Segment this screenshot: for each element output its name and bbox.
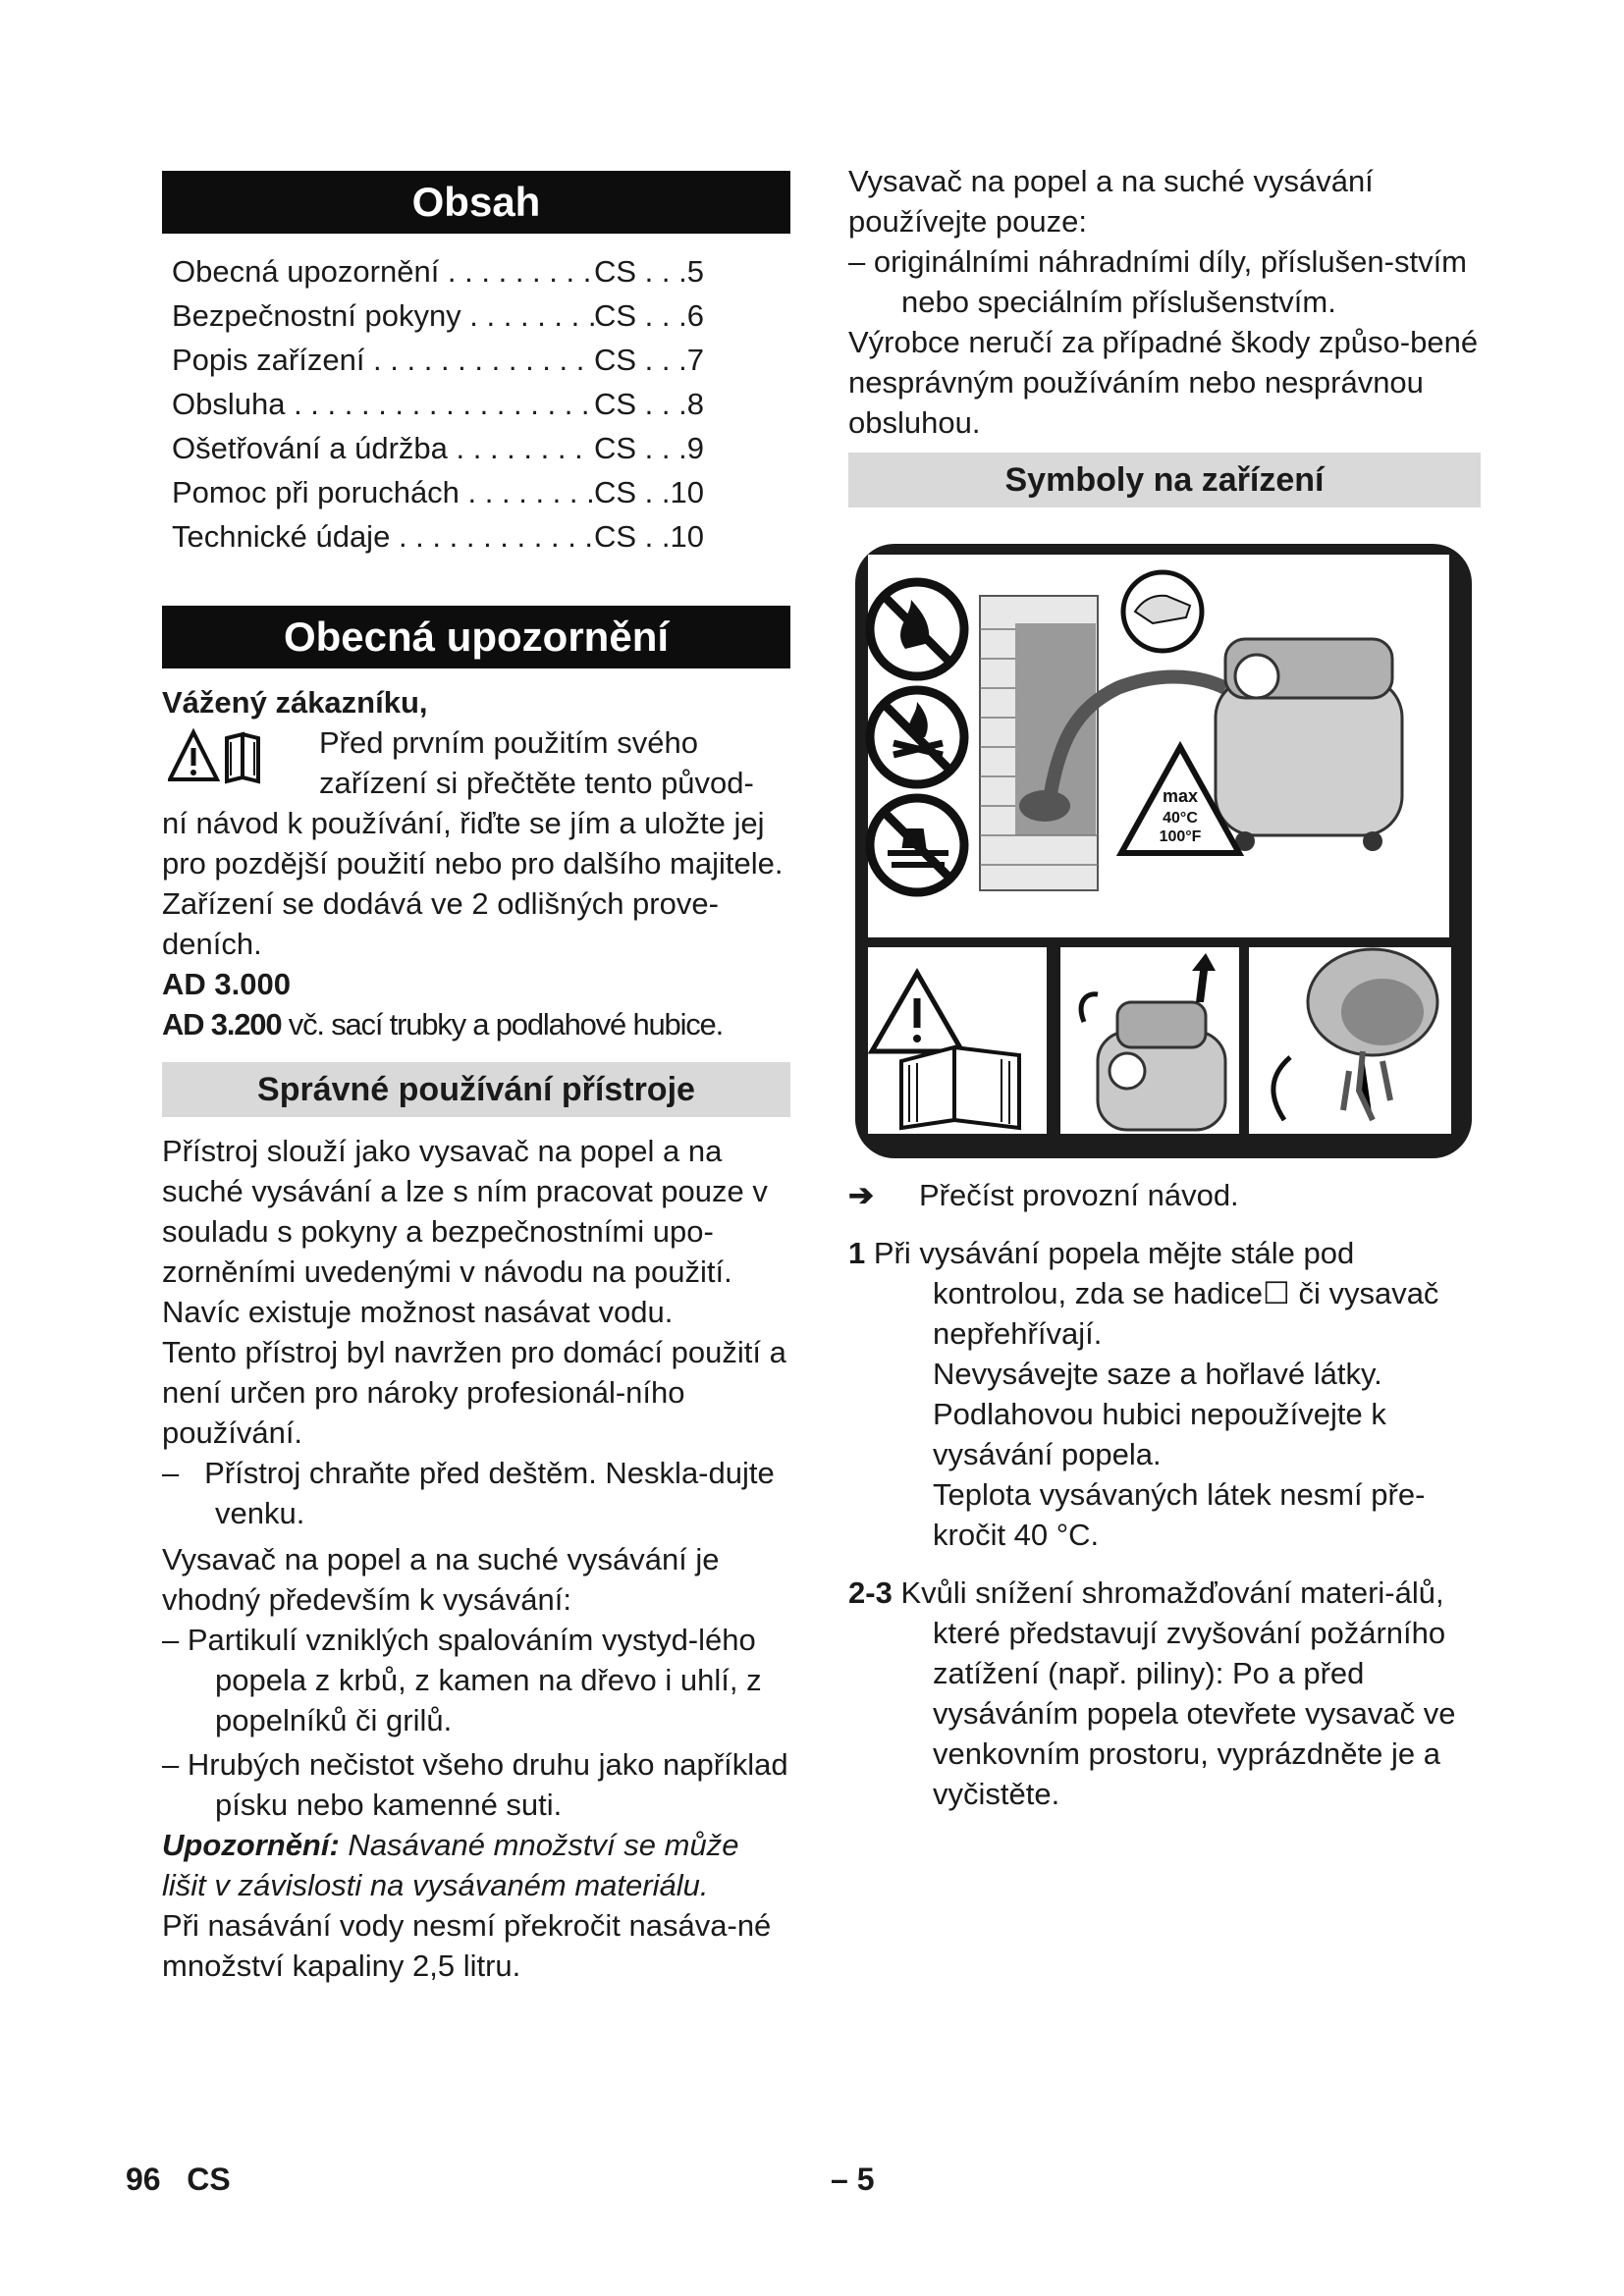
model-ad3000: AD 3.000 (162, 967, 291, 1001)
temp-label-max: max (1162, 786, 1199, 806)
no-embers-icon (870, 690, 964, 784)
usage-paragraph-3: Vysavač na popel a na suché vysávání je vhodný především k vysávání: (162, 1542, 720, 1617)
figure-label-3: 3 (1276, 947, 1295, 985)
toc-item-page: CS . . .5 (594, 254, 704, 289)
model-ad3200: AD 3.200 (162, 1007, 282, 1041)
right-column (848, 161, 1481, 1814)
item-1-d: Teplota vysávaných látek nesmí pře-kročit 40 °C. (933, 1477, 1426, 1552)
arrow-icon: ➔ (848, 1178, 874, 1212)
warning-manual-icon (168, 728, 305, 787)
toc-item-name: Obecná upozornění . . . (172, 249, 594, 294)
no-liquids-icon (870, 798, 964, 892)
arrow-item-text: Přečíst provozní návod. (919, 1178, 1239, 1212)
note-text: Nasávané množství se může lišit v závislosti na vysávaném materiálu. (162, 1828, 739, 1902)
item-1-b: Nevysávejte saze a hořlavé látky. (933, 1357, 1382, 1391)
hand-touch-icon (1123, 572, 1202, 651)
usage-note (162, 1825, 790, 1905)
footer-page-info (126, 2162, 231, 2198)
item-1-first (848, 1233, 1481, 1354)
symbols-figure (852, 541, 1475, 1161)
right-dash-1: – originálními náhradními díly, příslušen-stvím nebo speciálním příslušenstvím. (848, 244, 1468, 319)
footer-center-number: – 5 (831, 2162, 875, 2197)
usage-paragraph-4: Při nasávání vody nesmí překročit nasáva-né množství kapaliny 2,5 litru. (162, 1908, 772, 1983)
item-2-number: 2-3 (848, 1575, 893, 1610)
footer-page-number: 96 (126, 2162, 161, 2197)
toc-item-page: CS . .10 (594, 475, 704, 509)
toc-title: Obsah (162, 171, 790, 234)
toc-item-name: Ošetřování a údržba . . . (172, 426, 594, 470)
toc-row[interactable] (172, 338, 790, 382)
item-2 (848, 1573, 1481, 1814)
toc-item-name: Popis zařízení . . . (172, 338, 594, 382)
usage-dash-1: – Přístroj chraňte před deštěm. Neskla-dujte venku. (162, 1456, 775, 1530)
toc-row[interactable] (172, 382, 790, 426)
temp-label-c: 40°C (1163, 810, 1198, 827)
toc-row[interactable] (172, 294, 790, 338)
general-title: Obecná upozornění (162, 606, 790, 668)
warning-intro (162, 722, 790, 883)
item-1-c: Podlahovou hubici nepoužívejte k vysávání popela. (933, 1397, 1386, 1471)
figure-label-1: 1 (1418, 557, 1437, 594)
item-1 (848, 1233, 1481, 1555)
symbols-title: Symboly na zařízení (848, 453, 1481, 507)
usage-title: Správné používání přístroje (162, 1062, 790, 1117)
toc-item-page: CS . . .9 (594, 431, 704, 465)
toc-row[interactable] (172, 470, 790, 514)
toc-item-page: CS . . .6 (594, 298, 704, 333)
toc-item-name: Bezpečnostní pokyny . . . (172, 294, 594, 338)
right-paragraph-2: Výrobce neručí za případné škody způso-bené nesprávným používáním nebo nesprávnou obsluhou. (848, 325, 1479, 440)
usage-paragraph-2: Tento přístroj byl navržen pro domácí použití a není určen pro nároky profesionál-ního používání. (162, 1335, 786, 1450)
item-1-text: Při vysávání popela mějte stále pod kontrolou, zda se hadice☐ či vysavač nepřehřívají. (873, 1236, 1439, 1351)
toc-item-name: Pomoc při poruchách . . . (172, 470, 594, 514)
left-column (162, 171, 790, 1986)
greeting: Vážený zákazníku, (162, 685, 428, 720)
usage-dash-2: – Partikulí vzniklých spalováním vystyd-lého popela z krbů, z kamen na dřevo i uhlí, z popelníků či grilů. (162, 1623, 762, 1737)
toc-item-name: Technické údaje . . . (172, 514, 594, 559)
toc-row[interactable] (172, 426, 790, 470)
no-fire-icon (870, 582, 964, 676)
model-ad3200-line (162, 1004, 790, 1044)
item-1-number: 1 (848, 1236, 866, 1270)
item-2-first (848, 1573, 1481, 1814)
toc-row[interactable] (172, 249, 790, 294)
fireplace-illustration (980, 596, 1098, 890)
usage-paragraph-1: Přístroj slouží jako vysavač na popel a na suché vysávání a lze s ním pracovat pouze v souladu s pokyny a bezpečnostními upo-zorněními uvedenými v návodu na použití. Navíc existuje možnost nasávat vodu. (162, 1134, 768, 1329)
versions-text: Zařízení se dodává ve 2 odlišných prove-deních. (162, 886, 719, 961)
intro-line-1: Před prvním použitím svého (319, 725, 698, 760)
note-label: Upozornění: (162, 1828, 340, 1862)
symbols-illustration (852, 541, 1475, 1161)
model-ad3200-desc: vč. sací trubky a podlahové hubice. (281, 1007, 724, 1041)
toc-item-page: CS . . .8 (594, 387, 704, 421)
figure-label-2: 2 (1108, 947, 1126, 985)
right-paragraph-1: Vysavač na popel a na suché vysávání používejte pouze: (848, 164, 1374, 239)
toc-item-name: Obsluha . . . (172, 382, 594, 426)
intro-line-2: zařízení si přečtěte tento původ- (319, 766, 754, 800)
arrow-item (848, 1175, 1481, 1215)
intro-rest: ní návod k používání, řiďte se jím a uložte jej pro pozdější použití nebo pro dalšího majitele. (162, 806, 784, 881)
usage-dash-3: – Hrubých nečistot všeho druhu jako například písku nebo kamenné suti. (162, 1747, 788, 1822)
toc-row[interactable] (172, 514, 790, 559)
temp-label-f: 100°F (1159, 828, 1202, 845)
toc-item-page: CS . . .7 (594, 343, 704, 377)
table-of-contents (172, 249, 790, 559)
toc-item-page: CS . .10 (594, 519, 704, 554)
item-2-text: Kvůli snížení shromažďování materi-álů, které představují zvyšování požárního zatížení (např. piliny): Po a před vysáváním popela otevřete vysavač ve venkovním prostoru, vyprázdněte je a vyčistěte. (900, 1575, 1456, 1811)
footer-language: CS (187, 2162, 231, 2197)
